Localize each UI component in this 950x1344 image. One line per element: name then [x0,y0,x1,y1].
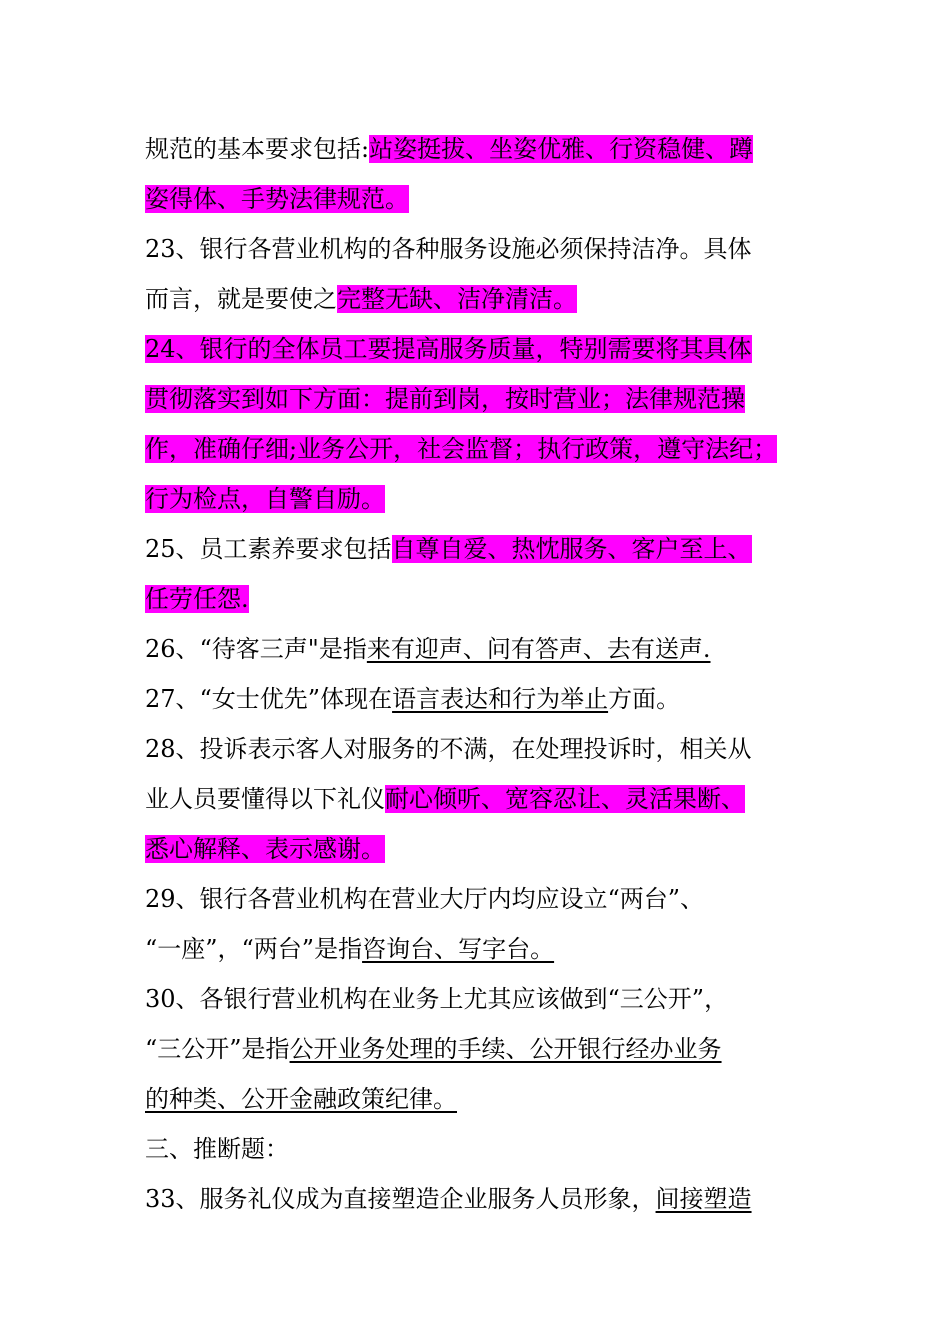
text-line [145,282,577,316]
text-line [145,982,728,1016]
underlined-text: 公开业务处理的手续、公开银行经办业务 [289,1035,722,1063]
text-line [145,382,745,416]
highlighted-text: 作，准确仔细;业务公开，社会监督；执行政策，遵守法纪； [145,435,778,463]
line-text: 30、各银行营业机构在业务上尤其应该做到“三公开”， [145,985,729,1013]
underlined-text: 咨询台、写字台。 [362,935,555,963]
text-line [145,682,680,716]
text-line [145,882,704,916]
text-line [145,582,249,616]
line-text: “三公开”是指 [145,1035,290,1063]
line-text: 三、推断题： [145,1135,289,1163]
text-line [145,332,752,366]
text-line [145,532,752,566]
highlighted-text: 完整无缺、洁净清洁。 [337,285,577,313]
underlined-text: 来有迎声、问有答声、去有送声. [366,635,711,663]
line-text: 26、“待客三声"是指 [145,635,367,663]
text-line [145,932,554,966]
text-line [145,432,777,466]
text-line [145,832,385,866]
text-line [145,632,711,666]
line-text: 33、服务礼仪成为直接塑造企业服务人员形象， [145,1185,656,1213]
text-line [145,182,409,216]
line-text: 29、银行各营业机构在营业大厅内均应设立“两台”、 [145,885,705,913]
highlighted-text: 悉心解释、表示感谢。 [145,835,385,863]
highlighted-text: 姿得体、手势法律规范。 [145,185,409,213]
line-text: 方面。 [608,685,681,713]
text-line [145,782,745,816]
text-line [145,232,752,266]
underlined-text: 间接塑造 [655,1185,752,1213]
highlighted-text: 贯彻落实到如下方面：提前到岗，按时营业；法律规范操 [145,385,745,413]
line-text: “一座”，“两台”是指 [145,935,363,963]
line-text: 28、投诉表示客人对服务的不满，在处理投诉时，相关从 [145,735,752,763]
line-text: 而言，就是要使之 [145,285,337,313]
section-heading [145,1132,289,1166]
highlighted-text: 行为检点，自警自励。 [145,485,385,513]
text-line [145,132,753,166]
line-text: 规范的基本要求包括: [145,135,370,163]
line-text: 25、员工素养要求包括 [145,535,392,563]
highlighted-text: 24、银行的全体员工要提高服务质量，特别需要将其具体 [145,335,752,363]
line-text: 23、银行各营业机构的各种服务设施必须保持洁净。具体 [145,235,752,263]
highlighted-text: 自尊自爱、热忱服务、客户至上、 [391,535,752,563]
highlighted-text: 站姿挺拔、坐姿优雅、行资稳健、蹲 [369,135,754,163]
highlighted-text: 任劳任怨. [145,585,249,613]
underlined-text: 的种类、公开金融政策纪律。 [145,1085,457,1113]
line-text: 27、“女士优先”体现在 [145,685,393,713]
highlighted-text: 耐心倾听、宽容忍让、灵活果断、 [385,785,745,813]
text-line [145,1182,752,1216]
text-line [145,1082,457,1116]
text-line [145,732,752,766]
underlined-text: 语言表达和行为举止 [392,685,609,713]
text-line [145,482,385,516]
line-text: 业人员要懂得以下礼仪 [145,785,385,813]
text-line [145,1032,722,1066]
